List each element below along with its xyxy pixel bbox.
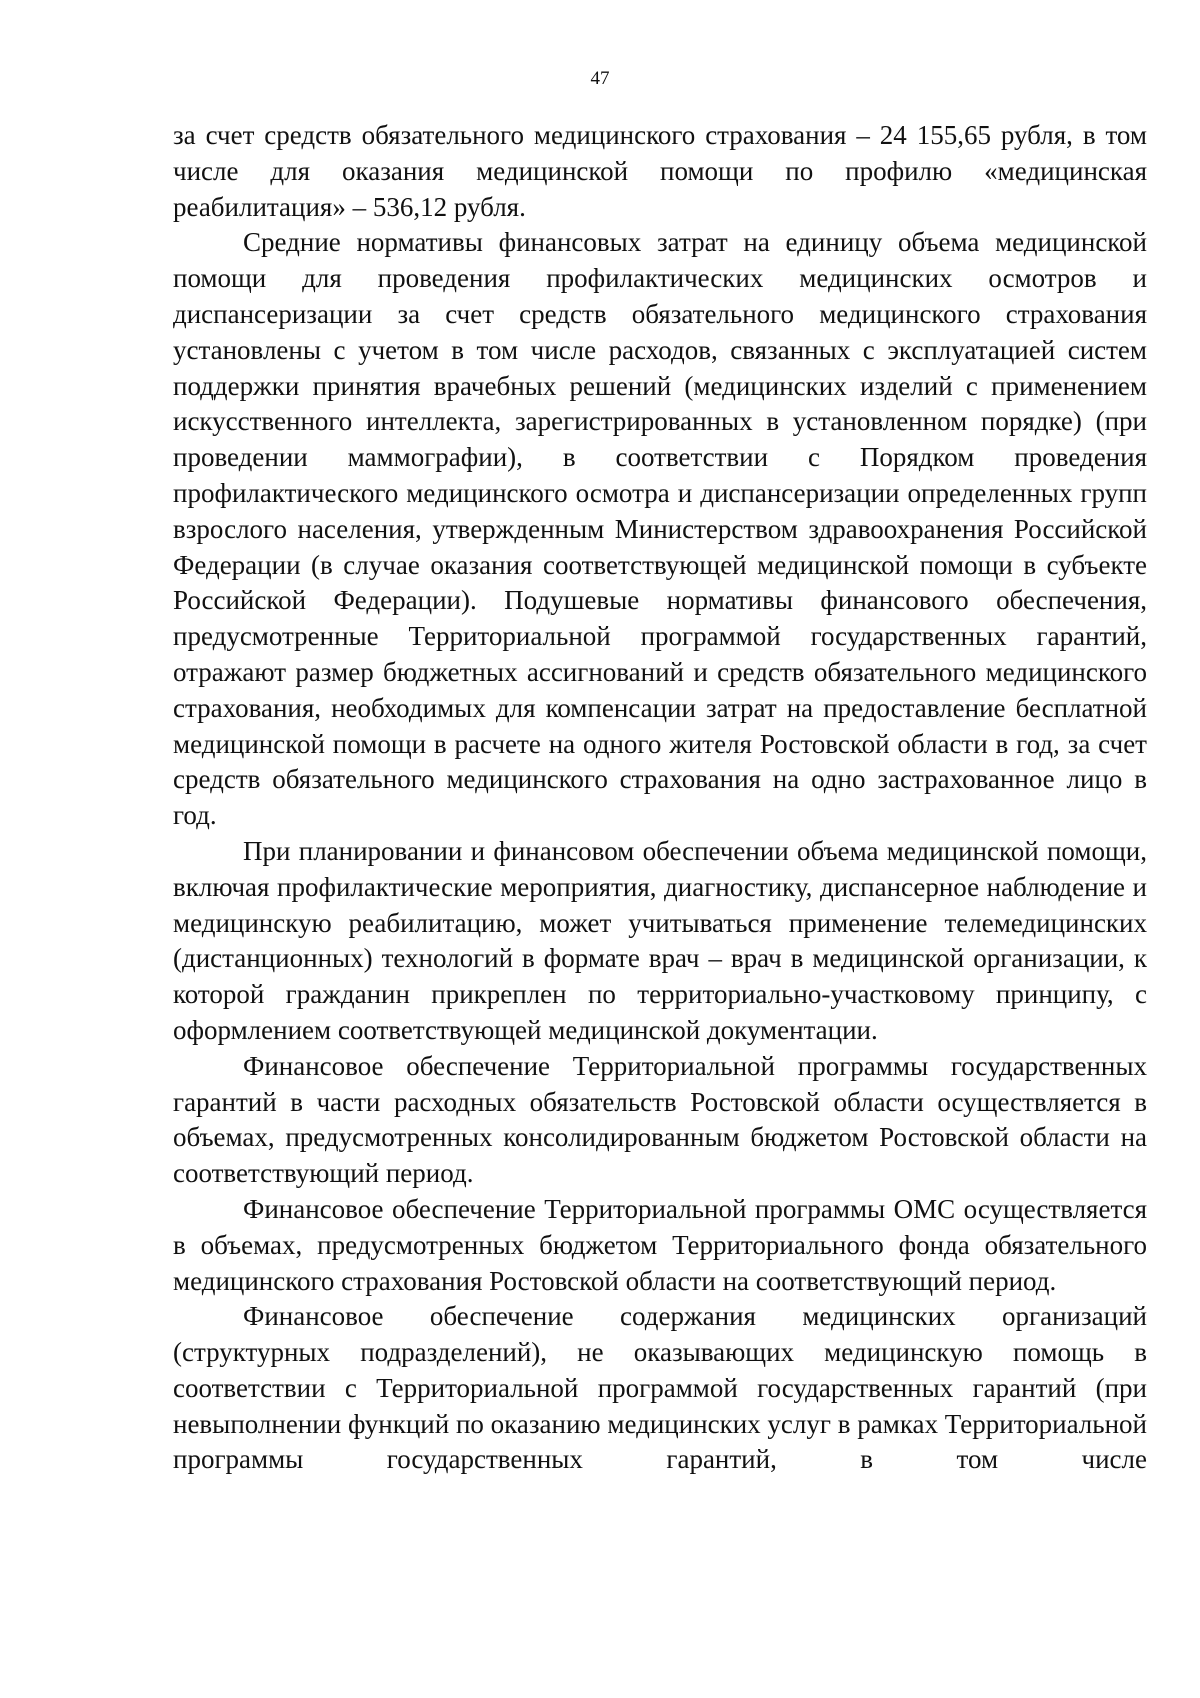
- paragraph-average-standards: Средние нормативы финансовых затрат на единицу объема медицинской помощи для проведения профилактических медицинских осмотров и диспансеризации за счет средств обязательного медицинского страхования установлены с учетом в том числе расходов, связанных с эксплуатацией систем поддержки принятия врачебных решений (медицинских изделий с применением искусственного интеллекта, зарегистрированных в установленном порядке) (при проведении маммографии), в соответствии с Порядком проведения профилактического медицинского осмотра и диспансеризации определенных групп взрослого населения, утвержденным Министерством здравоохранения Российской Федерации (в случае оказания соответствующей медицинской помощи в субъекте Российской Федерации). Подушевые нормативы финансового обеспечения, предусмотренные Территориальной программой государственных гарантий, отражают размер бюджетных ассигнований и средств обязательного медицинского страхования, необходимых для компенсации затрат на предоставление бесплатной медицинской помощи в расчете на одного жителя Ростовской области в год, за счет средств обязательного медицинского страхования на одно застрахованное лицо в год.: [173, 227, 1147, 831]
- paragraph-oms-budget: Финансовое обеспечение Территориальной программы ОМС осуществляется в объемах, предусмотренных бюджетом Территориального фонда обязательного медицинского страхования Ростовской области на соответствующий период.: [173, 1193, 1147, 1296]
- paragraph-telemedicine: При планировании и финансовом обеспечении объема медицинской помощи, включая профилактические мероприятия, диагностику, диспансерное наблюдение и медицинскую реабилитацию, может учитываться применение телемедицинских (дистанционных) технологий в формате врач – врач в медицинской организации, к которой гражданин прикреплен по территориально-участковому принципу, с оформлением соответствующей медицинской документации.: [173, 835, 1147, 1045]
- document-body: [173, 118, 1147, 1478]
- paragraph-continuation: за счет средств обязательного медицинского страхования – 24 155,65 рубля, в том числе для оказания медицинской помощи по профилю «медицинская реабилитация» – 536,12 рубля.: [173, 120, 1147, 222]
- page-number: 47: [590, 68, 610, 89]
- paragraph-facility-maintenance: Финансовое обеспечение содержания медицинских организаций (структурных подразделений), не оказывающих медицинскую помощь в соответствии с Территориальной программой государственных гарантий (при невыполнении функций по оказанию медицинских услуг в рамках Территориальной программы государственных гарантий, в том числе: [173, 1301, 1147, 1475]
- paragraph-regional-budget: Финансовое обеспечение Территориальной программы государственных гарантий в части расходных обязательств Ростовской области осуществляется в объемах, предусмотренных консолидированным бюджетом Ростовской области на соответствующий период.: [173, 1050, 1147, 1189]
